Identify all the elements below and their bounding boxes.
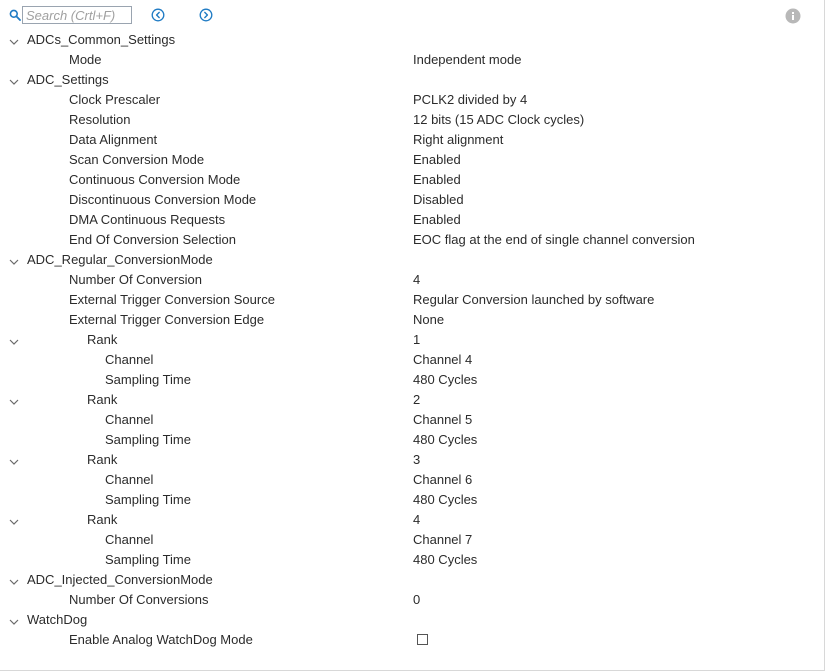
parameter-label: Channel [105,532,154,547]
tree-parameter-row[interactable] [0,50,825,70]
parameter-label: Sampling Time [105,372,191,387]
next-arrow-icon[interactable] [199,8,213,22]
parameter-value[interactable]: 0 [413,592,421,607]
chevron-down-icon[interactable] [8,514,20,526]
parameter-value[interactable]: 1 [413,332,421,347]
tree-group-row[interactable] [0,570,825,590]
parameter-value[interactable]: PCLK2 divided by 4 [413,92,528,107]
parameter-label: ADC_Injected_ConversionMode [27,572,213,587]
parameter-value[interactable]: Channel 4 [413,352,473,367]
parameter-label: ADC_Settings [27,72,109,87]
tree-group-row[interactable] [0,250,825,270]
tree-subgroup-row[interactable] [0,510,825,530]
parameter-label: Mode [69,52,102,67]
parameter-label: Clock Prescaler [69,92,161,107]
tree-parameter-row[interactable] [0,150,825,170]
chevron-down-icon[interactable] [8,254,20,266]
parameter-label: Data Alignment [69,132,158,147]
tree-parameter-row[interactable] [0,350,825,370]
parameter-value[interactable]: Regular Conversion launched by software [413,292,655,307]
tree-parameter-row[interactable] [0,270,825,290]
tree-parameter-row[interactable] [0,490,825,510]
parameter-value[interactable]: Enabled [413,172,461,187]
tree-group-row[interactable] [0,70,825,90]
tree-parameter-row[interactable] [0,410,825,430]
tree-subgroup-row[interactable] [0,450,825,470]
tree-parameter-row[interactable] [0,190,825,210]
parameter-label: Resolution [69,112,131,127]
parameter-label: Rank [87,332,118,347]
parameter-label: Discontinuous Conversion Mode [69,192,257,207]
parameter-value[interactable]: 480 Cycles [413,492,478,507]
parameter-value[interactable]: Channel 6 [413,472,473,487]
parameter-label: ADCs_Common_Settings [27,32,176,47]
parameter-value[interactable]: None [413,312,445,327]
parameter-label: Sampling Time [105,552,191,567]
parameter-value[interactable]: EOC flag at the end of single channel conversion [413,232,695,247]
tree-subgroup-row[interactable] [0,330,825,350]
tree-group-row[interactable] [0,610,825,630]
tree-parameter-row[interactable] [0,430,825,450]
tree-parameter-row[interactable] [0,590,825,610]
parameter-label: Sampling Time [105,492,191,507]
parameter-label: Scan Conversion Mode [69,152,205,167]
parameter-value[interactable]: 2 [413,392,421,407]
parameter-label: Rank [87,392,118,407]
parameter-value[interactable]: 480 Cycles [413,552,478,567]
parameter-value[interactable]: Disabled [413,192,464,207]
parameter-value[interactable]: Channel 5 [413,412,473,427]
chevron-down-icon[interactable] [8,454,20,466]
tree-parameter-row[interactable] [0,170,825,190]
parameter-label: WatchDog [27,612,88,627]
parameter-label: End Of Conversion Selection [69,232,236,247]
parameter-value[interactable]: 3 [413,452,421,467]
chevron-down-icon[interactable] [8,394,20,406]
search-input[interactable] [23,7,130,23]
search-field[interactable] [22,6,132,24]
chevron-down-icon[interactable] [8,614,20,626]
parameter-label: Enable Analog WatchDog Mode [69,632,253,647]
toolbar [0,0,825,32]
tree-parameter-row[interactable] [0,530,825,550]
parameter-label: Channel [105,352,154,367]
parameter-label: Sampling Time [105,432,191,447]
parameter-label: External Trigger Conversion Source [69,292,275,307]
info-icon[interactable] [785,8,801,24]
tree-parameter-row[interactable] [0,310,825,330]
parameter-tree [0,30,825,650]
tree-parameter-row[interactable] [0,230,825,250]
parameter-label: Rank [87,512,118,527]
chevron-down-icon[interactable] [8,334,20,346]
parameter-value[interactable]: Enabled [413,212,461,227]
tree-parameter-row[interactable] [0,90,825,110]
parameter-label: DMA Continuous Requests [69,212,226,227]
tree-parameter-row[interactable] [0,290,825,310]
parameter-label: Rank [87,452,118,467]
chevron-down-icon[interactable] [8,574,20,586]
search-icon [9,9,21,21]
parameter-value[interactable]: Independent mode [413,52,522,67]
chevron-down-icon[interactable] [8,34,20,46]
watchdog-checkbox[interactable] [417,634,428,645]
parameter-value[interactable]: Right alignment [413,132,504,147]
parameter-value[interactable]: 480 Cycles [413,372,478,387]
parameter-label: Number Of Conversions [69,592,209,607]
parameter-value[interactable]: 4 [413,272,421,287]
tree-group-row[interactable] [0,30,825,50]
chevron-down-icon[interactable] [8,74,20,86]
parameter-label: Channel [105,472,154,487]
tree-parameter-row[interactable] [0,550,825,570]
tree-parameter-row[interactable] [0,110,825,130]
parameter-value[interactable]: 4 [413,512,421,527]
parameter-label: Continuous Conversion Mode [69,172,241,187]
tree-parameter-row[interactable] [0,130,825,150]
tree-parameter-row[interactable] [0,210,825,230]
parameter-value[interactable]: Channel 7 [413,532,473,547]
tree-parameter-row[interactable] [0,370,825,390]
parameter-label: Number Of Conversion [69,272,202,287]
parameter-value[interactable]: 480 Cycles [413,432,478,447]
tree-parameter-row[interactable] [0,630,825,650]
tree-subgroup-row[interactable] [0,390,825,410]
parameter-value[interactable]: Enabled [413,152,461,167]
parameter-label: ADC_Regular_ConversionMode [27,252,213,267]
parameter-value[interactable]: 12 bits (15 ADC Clock cycles) [413,112,585,127]
parameter-label: External Trigger Conversion Edge [69,312,265,327]
previous-arrow-icon[interactable] [151,8,165,22]
tree-parameter-row[interactable] [0,470,825,490]
parameter-label: Channel [105,412,154,427]
